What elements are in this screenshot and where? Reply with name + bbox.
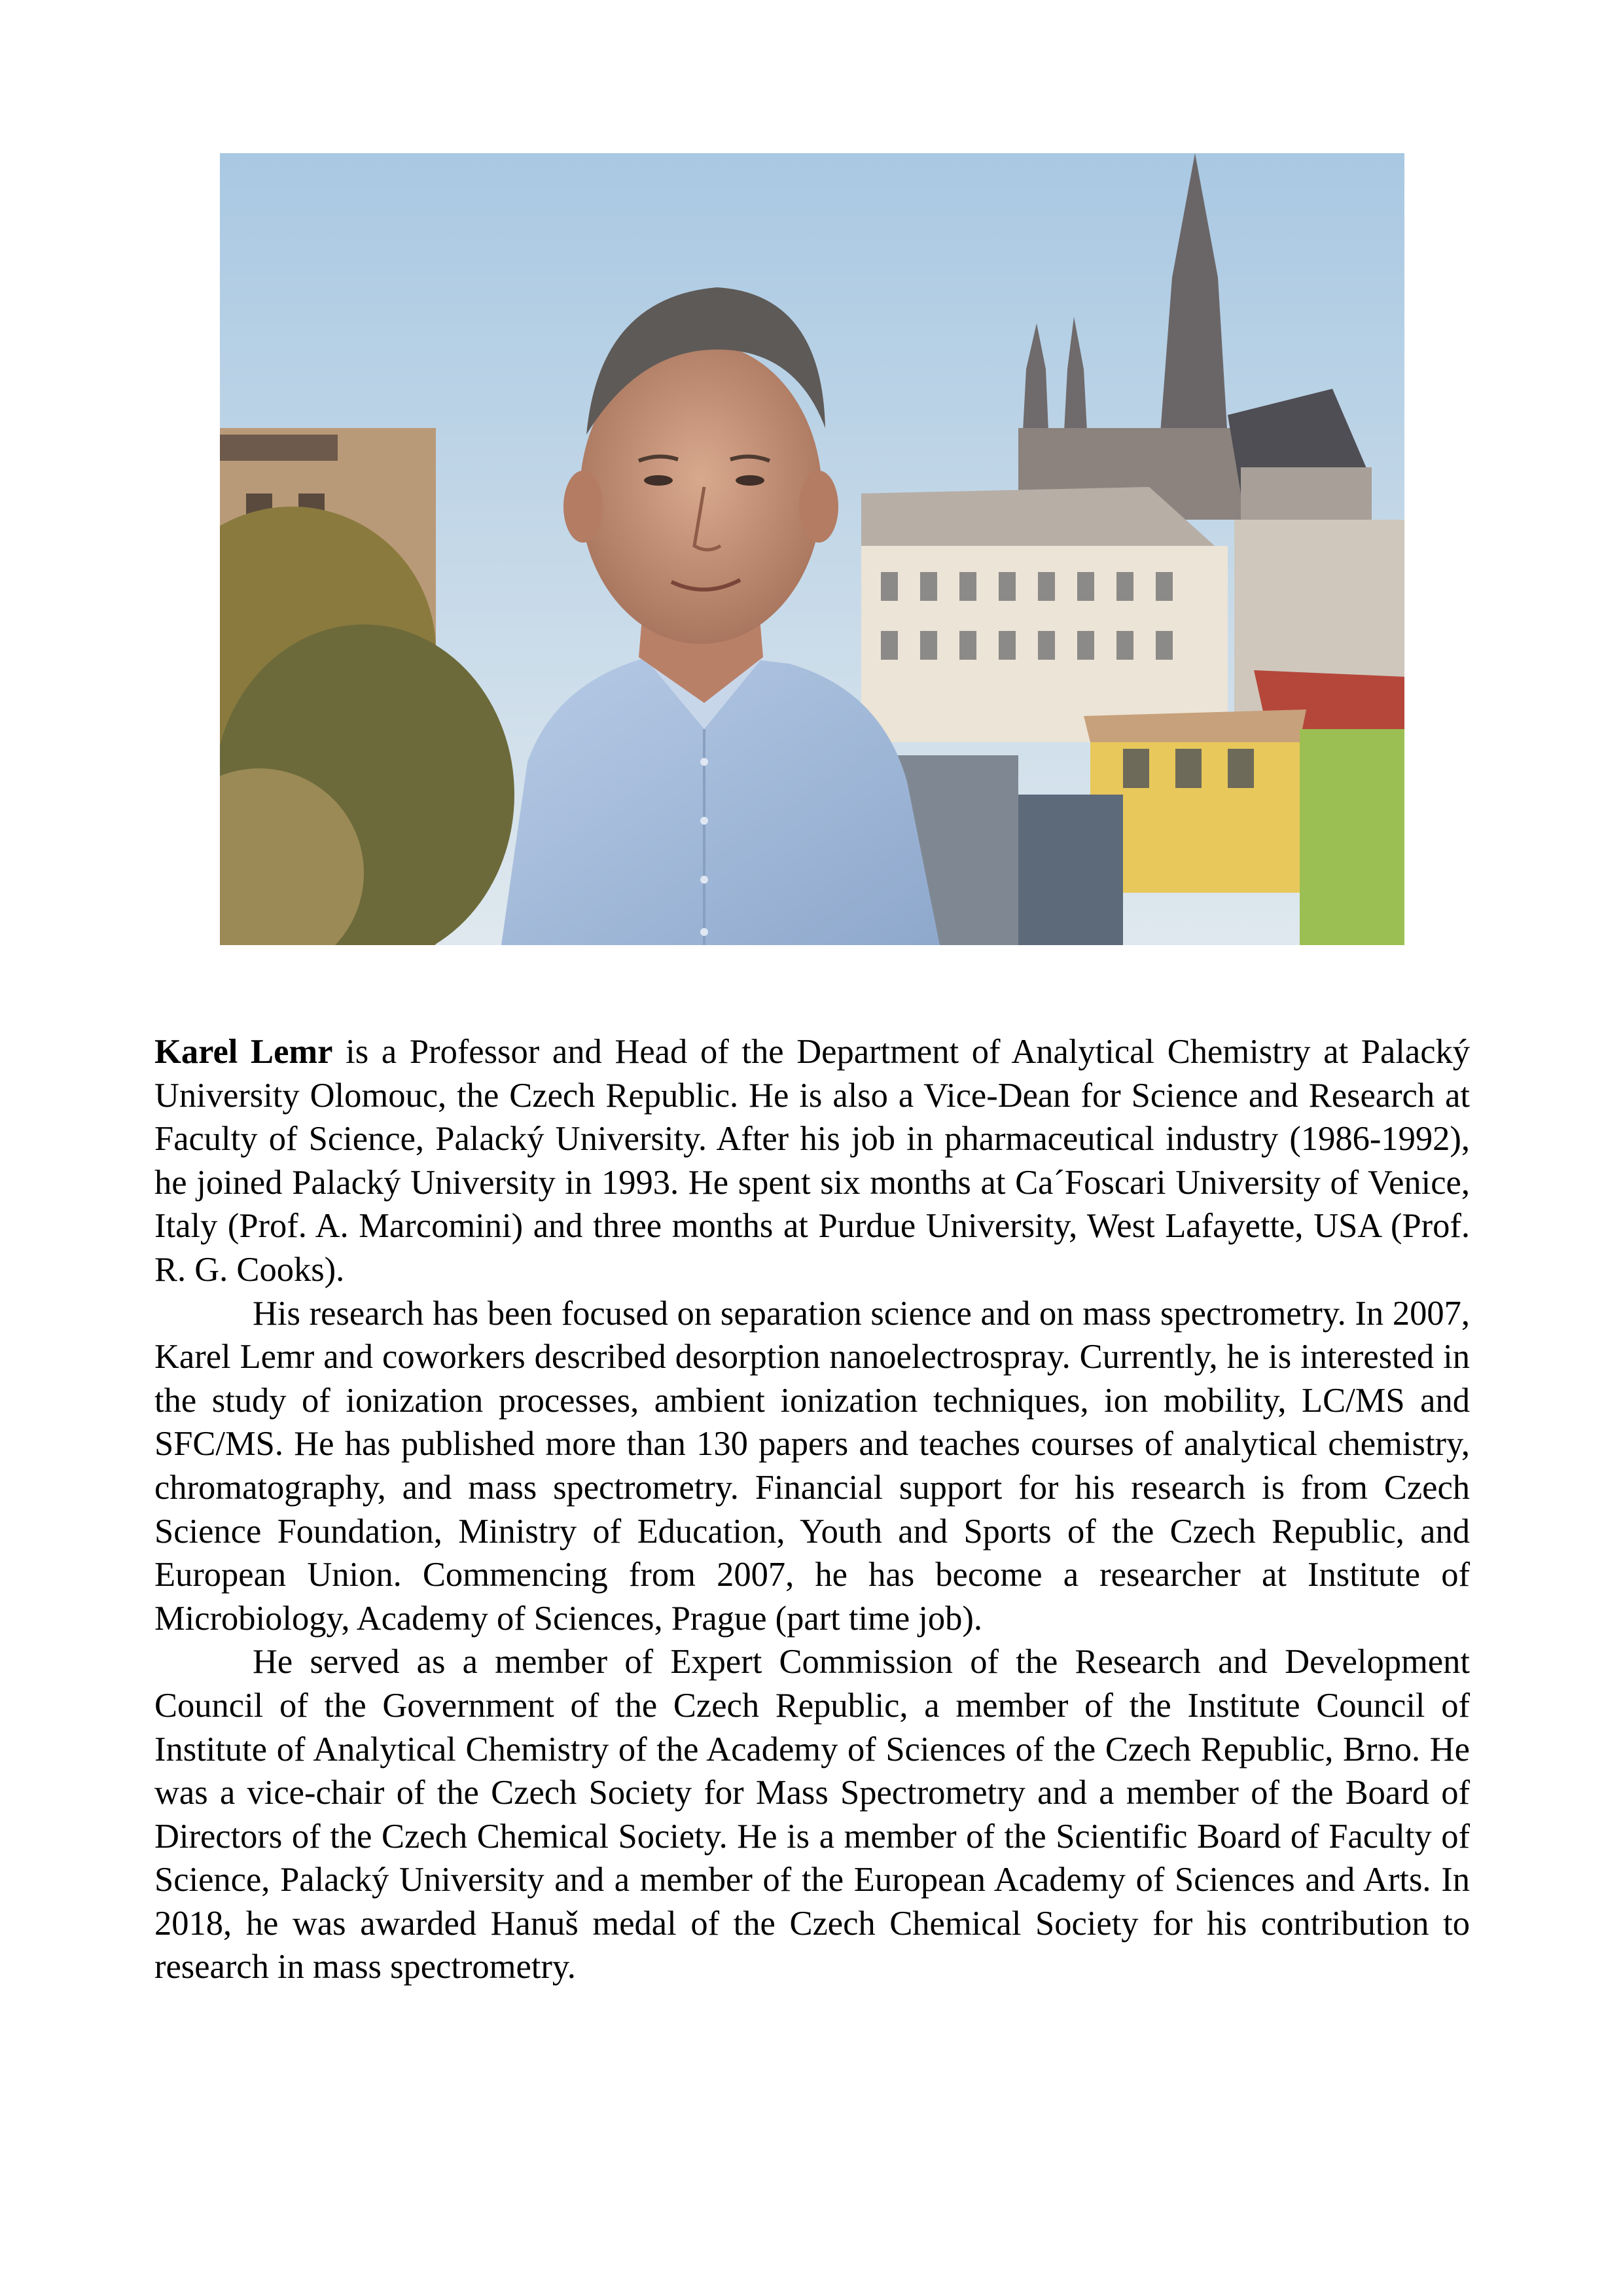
portrait-photo [220, 153, 1404, 945]
bio-paragraph-1-text: is a Professor and Head of the Department of Analytical Chemistry at Palacký University Olomouc, the Czech Republic. He is also a Vice-Dean for Science and Research at Faculty of Science, Palacký University. After his job in pharmaceutical industry (1986-1992), he joined Palacký University in 1993. He spent six months at Ca´Foscari University of Venice, Italy (Prof. A. Marcomini) and three months at Purdue University, West Lafayette, USA (Prof. R. G. Cooks). [154, 1033, 1470, 1289]
bio-paragraph-3: He served as a member of Expert Commission of the Research and Development Council of the Government of the Czech Republic, a member of the Institute Council of Institute of Analytical Chemistry of the Academy of Sciences of the Czech Republic, Brno. He was a vice-chair of the Czech Society for Mass Spectrometry and a member of the Board of Directors of the Czech Chemical Society. He is a member of the Scientific Board of Faculty of Science, Palacký University and a member of the European Academy of Sciences and Arts. In 2018, he was awarded Hanuš medal of the Czech Chemical Society for his contribution to research in mass spectrometry. [154, 1643, 1470, 1986]
bio-paragraph-2: His research has been focused on separation science and on mass spectrometry. In 2007, Karel Lemr and coworkers described desorption nanoelectrospray. Currently, he is interested in the study of ionization processes, ambient ionization techniques, ion mobility, LC/MS and SFC/MS. He has published more than 130 papers and teaches courses of analytical chemistry, chromatography, and mass spectrometry. Financial support for his research is from Czech Science Foundation, Ministry of Education, Youth and Sports of the Czech Republic, and European Union. Commencing from 2007, he has become a researcher at Institute of Microbiology, Academy of Sciences, Prague (part time job). [154, 1294, 1470, 1638]
bio-paragraph-1 [154, 1030, 1470, 1292]
person-name: Karel Lemr [154, 1033, 333, 1071]
biography [154, 1030, 1470, 1989]
